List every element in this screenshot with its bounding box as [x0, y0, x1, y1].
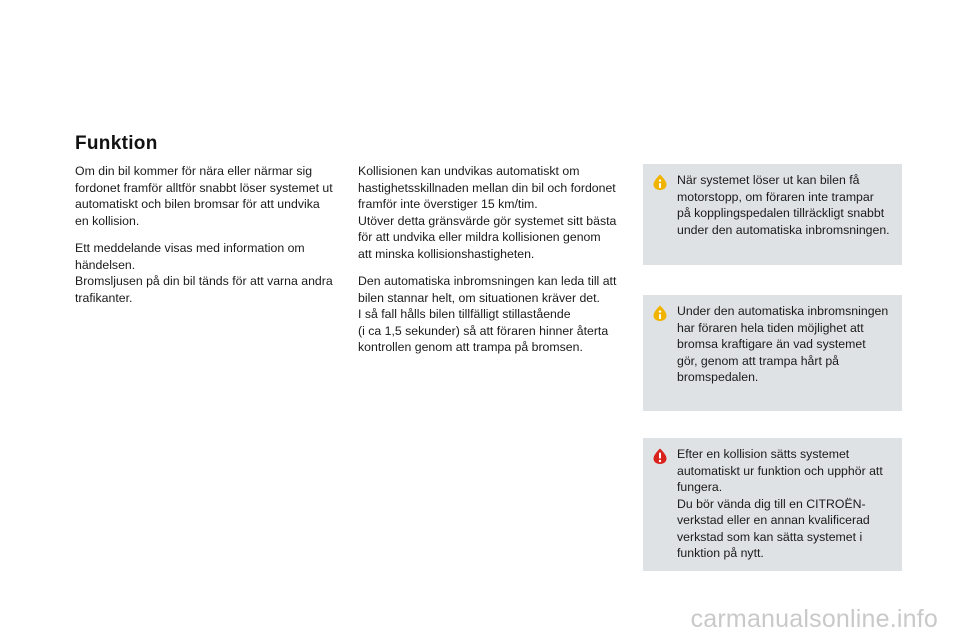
page-title: Funktion	[75, 133, 158, 154]
paragraph: Om din bil kommer för nära eller närmar sig fordonet framför alltför snabbt löser systemet ut automatiskt och bilen bromsar för att undvika en kollision.	[75, 164, 333, 228]
warning-icon	[651, 447, 669, 465]
text-column-left	[75, 163, 345, 317]
info-icon	[651, 173, 669, 191]
note-text: När systemet löser ut kan bilen få motorstopp, om föraren inte trampar på kopplingspedalen tillräckligt snabbt under den automatiska inbromsningen.	[677, 173, 890, 237]
text-column-middle	[358, 163, 630, 367]
info-note-box	[643, 164, 902, 265]
note-text: Efter en kollision sätts systemet automatiskt ur funktion och upphör att fungera. Du bör vända dig till en CITROËN- verkstad eller en annan kvalificerad verkstad som kan sätta systemet i funktion på nytt.	[677, 447, 883, 560]
paragraph: Den automatiska inbromsningen kan leda till att bilen stannar helt, om situationen kräver det. I så fall hålls bilen tillfälligt stillastående (i ca 1,5 sekunder) så att föraren hinner återta kontrollen genom att trampa på bromsen.	[358, 274, 617, 354]
warning-note-box	[643, 438, 902, 571]
paragraph: Ett meddelande visas med information om händelsen. Bromsljusen på din bil tänds för att varna andra trafikanter.	[75, 241, 333, 305]
info-note-box	[643, 295, 902, 411]
note-text: Under den automatiska inbromsningen har föraren hela tiden möjlighet att bromsa kraftigare än vad systemet gör, genom att trampa hårt på bromspedalen.	[677, 304, 889, 384]
watermark: carmanualsonline.info	[690, 605, 938, 633]
info-icon	[651, 304, 669, 322]
paragraph: Kollisionen kan undvikas automatiskt om hastighetsskillnaden mellan din bil och fordonet framför inte överstiger 15 km/tim. Utöver detta gränsvärde gör systemet sitt bästa för att undvika eller mildra kollisionen genom att minska kollisionshastigheten.	[358, 164, 617, 261]
